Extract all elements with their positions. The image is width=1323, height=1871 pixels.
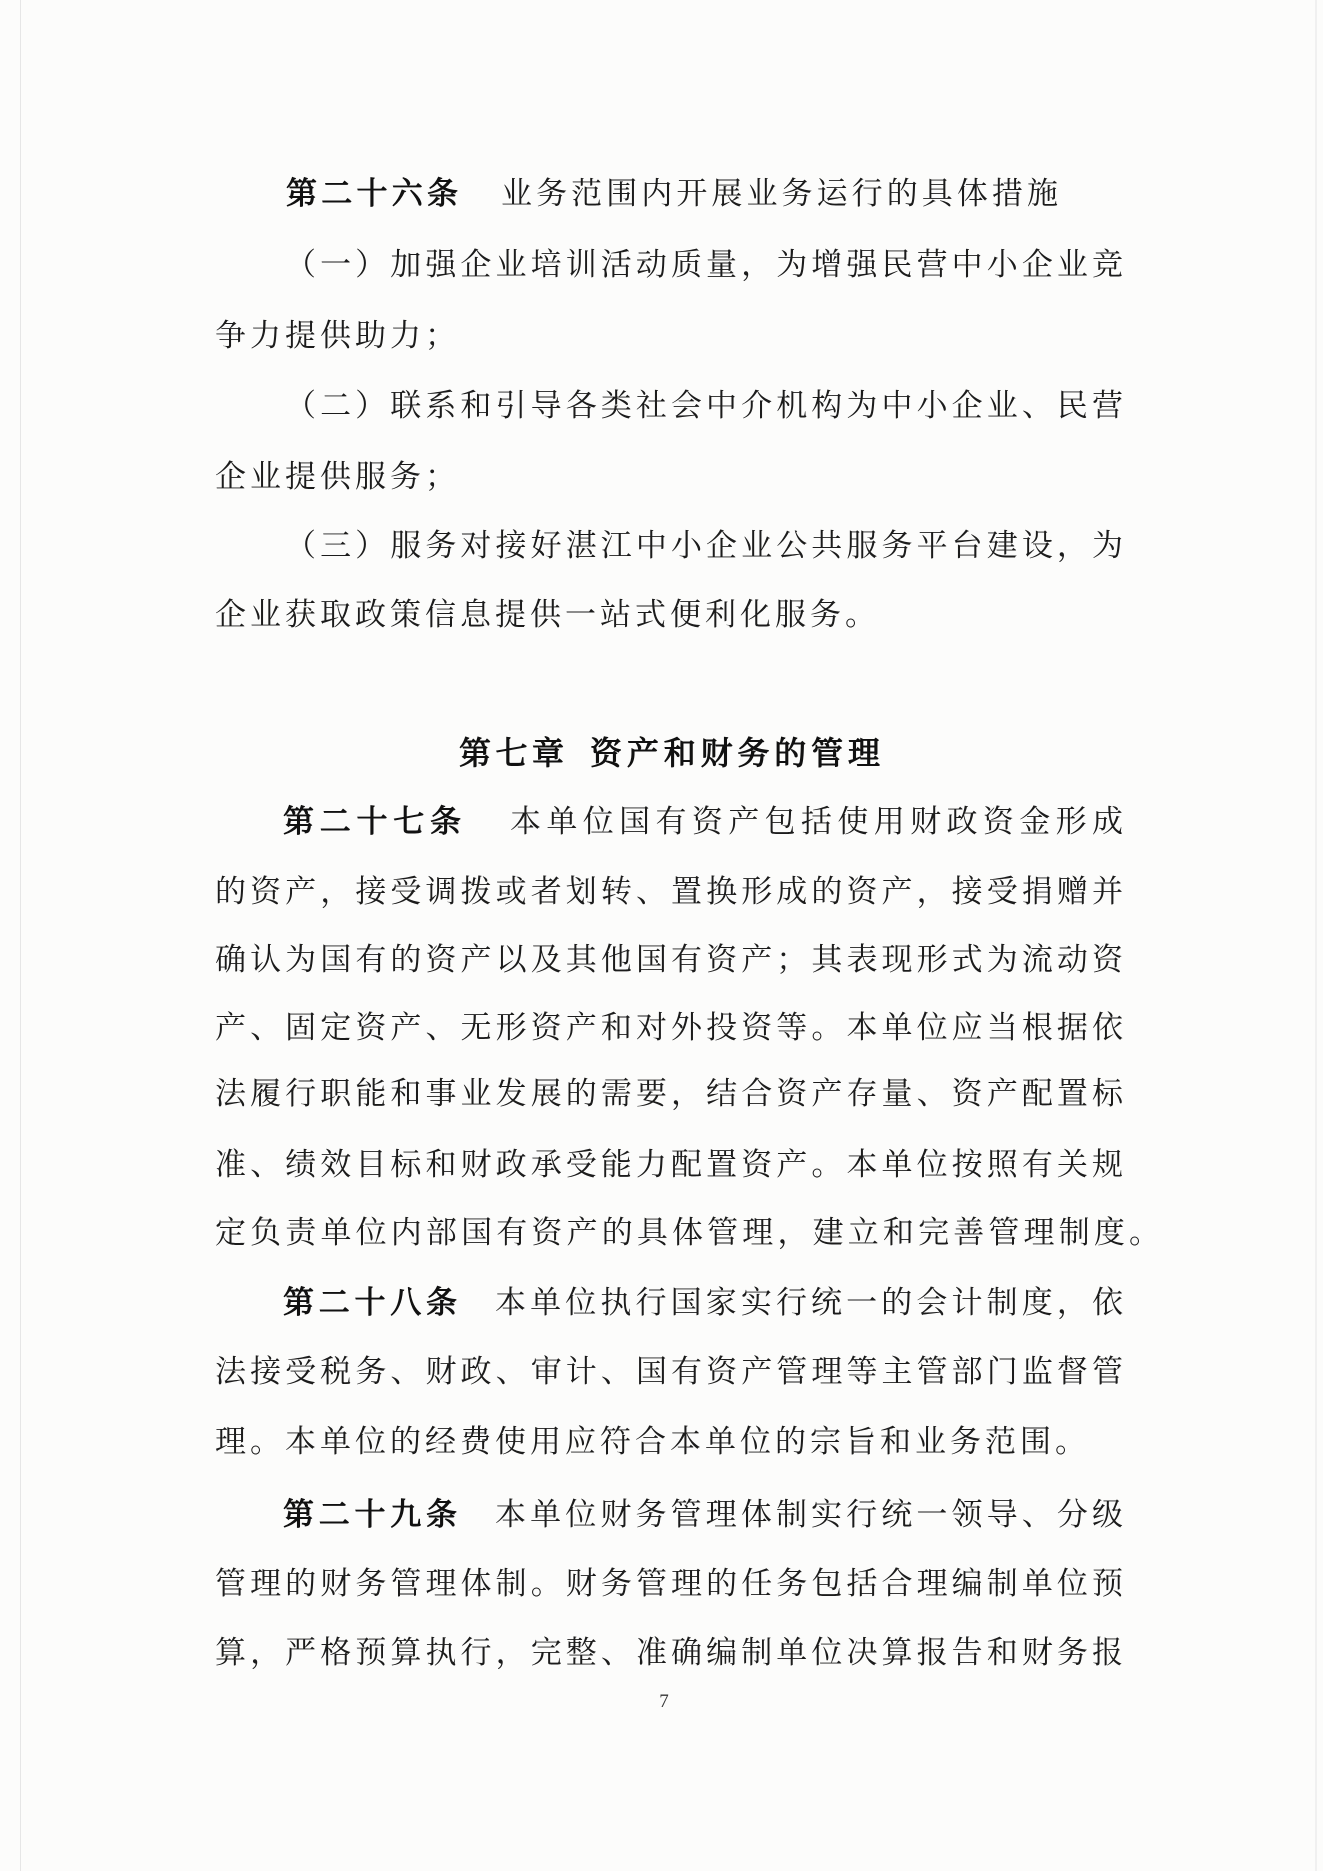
article-26-line: （一）加强企业培训活动质量，为增强民营中小企业竞 <box>285 247 1123 283</box>
article-29-line: 本单位财务管理体制实行统一领导、分级 <box>495 1497 1123 1533</box>
article-27-line: 本单位国有资产包括使用财政资金形成 <box>510 804 1123 840</box>
article-27-line: 准、绩效目标和财政承受能力配置资产。本单位按照有关规 <box>215 1147 1123 1183</box>
scan-edge-right <box>1315 0 1317 1871</box>
article-27-line: 确认为国有的资产以及其他国有资产；其表现形式为流动资 <box>215 942 1123 978</box>
chapter-title: 资产和财务的管理 <box>590 734 880 772</box>
article-27-label: 第二十七条 <box>283 804 461 840</box>
article-26-line: 企业提供服务； <box>215 459 460 495</box>
chapter-number: 第七章 <box>459 734 564 772</box>
article-28-line: 理。本单位的经费使用应符合本单位的宗旨和业务范围。 <box>215 1424 1090 1460</box>
article-26-label: 第二十六条 <box>286 176 458 212</box>
article-27-line: 法履行职能和事业发展的需要，结合资产存量、资产配置标 <box>215 1076 1123 1112</box>
article-28-line: 法接受税务、财政、审计、国有资产管理等主管部门监督管 <box>215 1354 1123 1390</box>
article-27-line: 产、固定资产、无形资产和对外投资等。本单位应当根据依 <box>215 1010 1123 1046</box>
article-26-line: 争力提供助力； <box>215 318 460 354</box>
page-number: 7 <box>659 1691 669 1712</box>
article-26-line: 企业获取政策信息提供一站式便利化服务。 <box>215 597 880 633</box>
scan-edge-left <box>20 0 21 1871</box>
article-27-line: 的资产，接受调拨或者划转、置换形成的资产，接受捐赠并 <box>215 874 1123 910</box>
article-27-line: 定负责单位内部国有资产的具体管理，建立和完善管理制度。 <box>215 1215 1160 1251</box>
article-26-line: （三）服务对接好湛江中小企业公共服务平台建设，为 <box>285 528 1123 564</box>
article-26-heading: 业务范围内开展业务运行的具体措施 <box>501 176 1058 212</box>
article-29-line: 算，严格预算执行，完整、准确编制单位决算报告和财务报 <box>215 1635 1123 1671</box>
article-29-line: 管理的财务管理体制。财务管理的任务包括合理编制单位预 <box>215 1566 1123 1602</box>
article-29-label: 第二十九条 <box>283 1497 457 1533</box>
article-28-line: 本单位执行国家实行统一的会计制度，依 <box>495 1285 1123 1321</box>
article-28-label: 第二十八条 <box>283 1285 457 1321</box>
article-26-line: （二）联系和引导各类社会中介机构为中小企业、民营 <box>285 388 1123 424</box>
